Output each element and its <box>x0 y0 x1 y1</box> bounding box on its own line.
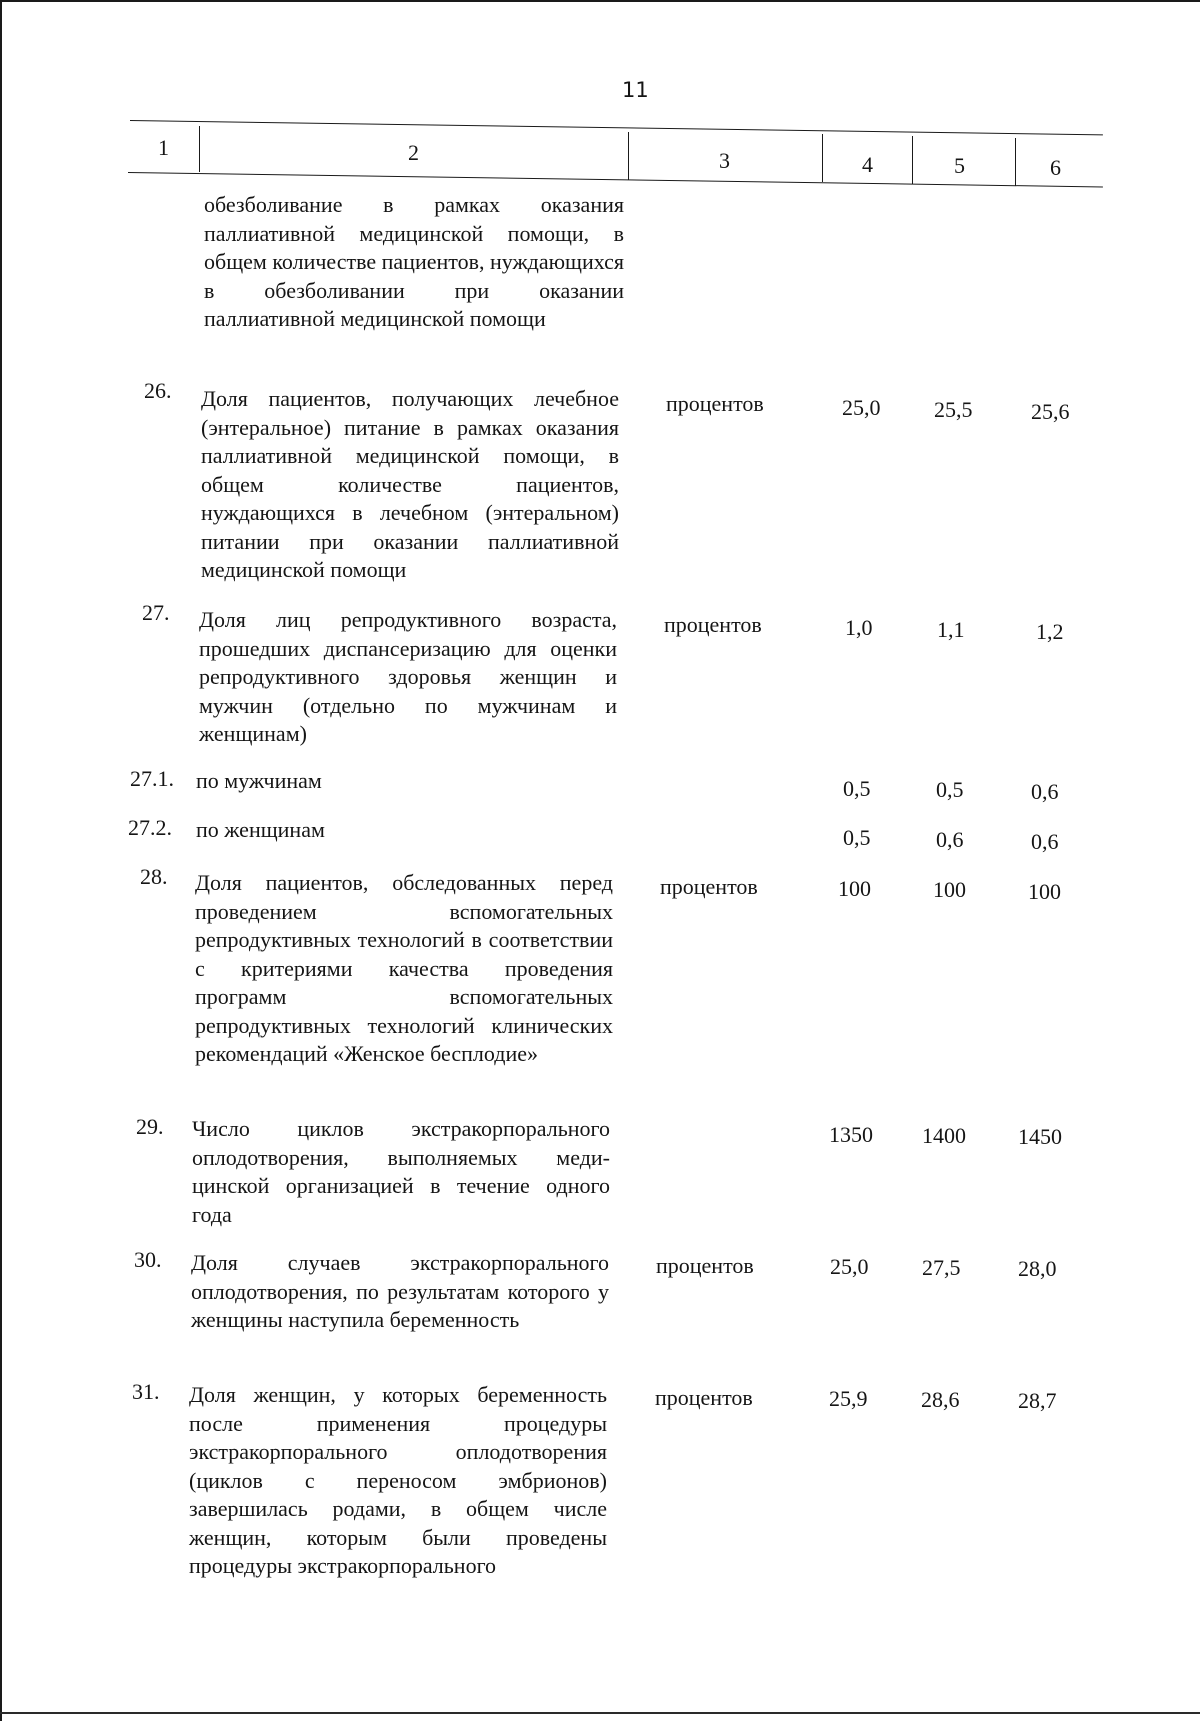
row-value-col6: 28,7 <box>1018 1388 1057 1413</box>
header-divider-2 <box>628 132 629 180</box>
scan-border-bottom <box>0 1712 1200 1714</box>
row-number: 30. <box>134 1247 162 1272</box>
row-value-col5: 1,1 <box>937 617 965 642</box>
row-description: Доля женщин, у которых беременность после применения процедуры экстракорпорального оплодотворения (циклов с переносом эмбрионов) завершилась родами, в общем числе женщин, которым были проведены процедуры экстракорпорального <box>189 1382 607 1578</box>
row-value-col4: 25,9 <box>829 1386 868 1411</box>
row-value-col6: 1450 <box>1018 1124 1062 1149</box>
header-col-2: 2 <box>408 140 419 165</box>
row-number: 26. <box>144 378 172 403</box>
row-unit: процентов <box>656 1253 754 1278</box>
header-col-1: 1 <box>158 135 169 160</box>
header-col-6: 6 <box>1050 155 1061 180</box>
row-unit: процентов <box>655 1385 753 1410</box>
row-value-col5: 100 <box>933 877 966 902</box>
row-value-col5: 0,5 <box>936 777 964 802</box>
row-value-col4: 0,5 <box>843 776 871 801</box>
row-description: Число циклов экстракорпорального оплодотворения, выполняемых медицинской организацией в течение одного года <box>192 1116 610 1227</box>
row-description: Доля лиц репродуктивного возраста, прошедших диспансеризацию для оценки репродуктивного здоровья женщин и мужчин (отдельно по мужчинам и женщинам) <box>199 607 617 746</box>
row-value-col6: 100 <box>1028 879 1061 904</box>
row-value-col6: 28,0 <box>1018 1256 1057 1281</box>
header-col-4: 4 <box>862 152 873 177</box>
row-description: Доля пациентов, получающих лечебное (энтеральное) питание в рамках оказания паллиативной медицинской помощи, в общем количестве пациентов, нуждающихся в лечебном (энтеральном) питании при оказании паллиативной медицинской помощи <box>201 386 619 582</box>
row-value-col5: 28,6 <box>921 1387 960 1412</box>
header-divider-5 <box>1015 138 1016 186</box>
row-number: 31. <box>132 1379 160 1404</box>
row-value-col5: 27,5 <box>922 1255 961 1280</box>
header-col-5: 5 <box>954 153 965 178</box>
row-value-col5: 1400 <box>922 1123 966 1148</box>
row-value-col4: 25,0 <box>842 395 881 420</box>
row-number: 27. <box>142 600 170 625</box>
continuation-description: обезболивание в рамках оказания паллиативной медицинской помощи, в общем количестве пациентов, нуждающихся в обезболивании при оказании паллиативной медицинской помощи <box>204 192 625 331</box>
row-number: 29. <box>136 1114 164 1139</box>
row-unit: процентов <box>660 874 758 899</box>
row-value-col6: 25,6 <box>1031 399 1070 424</box>
row-value-col6: 0,6 <box>1031 779 1059 804</box>
row-unit: процентов <box>664 612 762 637</box>
row-value-col4: 25,0 <box>830 1254 869 1279</box>
page-number: 11 <box>622 78 649 102</box>
row-number: 28. <box>140 864 168 889</box>
row-value-col5: 0,6 <box>936 827 964 852</box>
header-divider-1 <box>199 126 200 172</box>
row-description: по женщинам <box>196 817 325 842</box>
header-top-line <box>130 120 1103 135</box>
scan-border-left <box>0 0 2 1721</box>
scan-border-top <box>0 0 1200 2</box>
row-value-col6: 1,2 <box>1036 619 1064 644</box>
row-number: 27.1. <box>130 766 174 791</box>
row-value-col5: 25,5 <box>934 397 973 422</box>
header-divider-4 <box>912 136 913 184</box>
row-value-col4: 0,5 <box>843 825 871 850</box>
header-divider-3 <box>822 134 823 182</box>
row-value-col4: 1350 <box>829 1122 873 1147</box>
row-number: 27.2. <box>128 815 172 840</box>
row-value-col6: 0,6 <box>1031 829 1059 854</box>
header-col-3: 3 <box>719 148 730 173</box>
row-value-col4: 100 <box>838 876 871 901</box>
row-description: Доля случаев экстракорпорального оплодотворения, по результатам которого у женщины наступила беременность <box>191 1250 609 1332</box>
row-value-col4: 1,0 <box>845 615 873 640</box>
row-description: Доля пациентов, обследованных перед проведением вспомогательных репродуктивных технологий в соответствии с критериями качества проведения программ вспомогательных репродуктивных технологий клинических рекомендаций «Женское бесплодие» <box>195 870 613 1066</box>
row-unit: процентов <box>666 391 764 416</box>
row-description: по мужчинам <box>196 768 322 793</box>
